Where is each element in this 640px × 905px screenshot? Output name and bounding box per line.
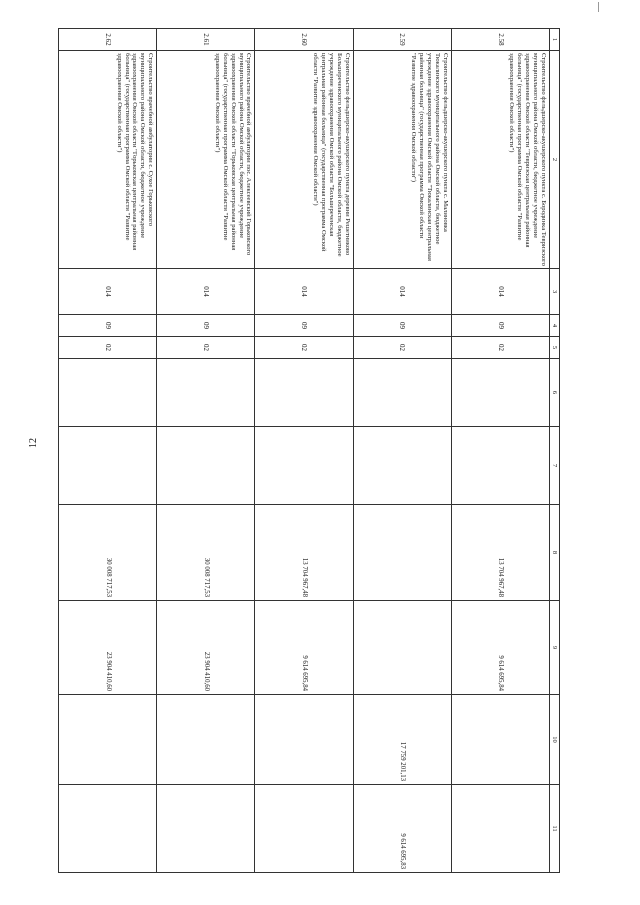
code-cell: 014 — [255, 269, 353, 315]
object-name: Строительство фельдшерско-акушерского пункта деревни Решетниково Большереченского муниципального района Омской области, бюджетное учреждение здравоохранения Омской области "Большереченская центральная районная больница" (государственная программа Омской области "Развитие здравоохранения Омской области") — [255, 51, 353, 269]
code-cell: 014 — [353, 269, 451, 315]
value-cell: 23 904 410,60 — [59, 601, 157, 695]
budget-table — [58, 28, 560, 873]
row-index: 2.58 — [451, 29, 549, 51]
value-cell: 13 704 967,48 — [451, 505, 549, 601]
row-index: 2.59 — [353, 29, 451, 51]
row-index: 2.62 — [59, 29, 157, 51]
col-header: 2 — [550, 51, 560, 269]
col-header: 9 — [550, 601, 560, 695]
page-number: 12 — [28, 438, 39, 448]
value-cell — [451, 785, 549, 873]
value-cell — [255, 785, 353, 873]
value-cell: 9 614 695,83 — [353, 785, 451, 873]
code-cell: 02 — [157, 337, 255, 359]
row-index: 2.60 — [255, 29, 353, 51]
value-cell — [451, 427, 549, 505]
column-number-row — [550, 29, 560, 873]
code-cell: 09 — [59, 315, 157, 337]
value-cell: 23 904 410,60 — [157, 601, 255, 695]
object-name: Строительство врачебной амбулатории пос. Алексеевский Горьковского муниципального района Омской области, бюджетное учреждение здравоохранения Омской области "Горьковская центральная районная больница" (государственная программа Омской области "Развитие здравоохранения Омской области") — [157, 51, 255, 269]
col-header: 7 — [550, 427, 560, 505]
value-cell — [255, 695, 353, 785]
value-cell — [59, 785, 157, 873]
object-name: Строительство фельдшерско-акушерского пункта с. Бородинка Тевризского муниципального района Омской области, бюджетное учреждение здравоохранения Омской области "Тевризская центральная районная больница" (государственная программа Омской области "Развитие здравоохранения Омской области") — [451, 51, 549, 269]
value-cell — [255, 427, 353, 505]
code-cell: 014 — [157, 269, 255, 315]
col-header: 11 — [550, 785, 560, 873]
value-cell — [255, 359, 353, 427]
code-cell: 02 — [59, 337, 157, 359]
value-cell — [59, 359, 157, 427]
col-header: 10 — [550, 695, 560, 785]
code-cell: 014 — [59, 269, 157, 315]
col-header: 1 — [550, 29, 560, 51]
col-header: 8 — [550, 505, 560, 601]
col-header: 3 — [550, 269, 560, 315]
table-row — [157, 29, 255, 873]
table-row — [353, 29, 451, 873]
value-cell — [59, 427, 157, 505]
value-cell — [157, 427, 255, 505]
value-cell — [353, 427, 451, 505]
value-cell — [451, 695, 549, 785]
object-name: Строительство фельдшерско-акушерского пункта с. Малиновка Тюкалинского муниципального района Омской области, бюджетное учреждение здравоохранения Омской области "Тюкалинская центральная районная больница" (государственная программа Омской области "Развитие здравоохранения Омской области") — [353, 51, 451, 269]
value-cell: 30 008 717,53 — [157, 505, 255, 601]
value-cell — [157, 785, 255, 873]
value-cell — [157, 359, 255, 427]
scan-mark — [598, 2, 599, 12]
value-cell — [353, 359, 451, 427]
code-cell: 09 — [157, 315, 255, 337]
value-cell: 9 614 695,84 — [255, 601, 353, 695]
table-row — [451, 29, 549, 873]
code-cell: 014 — [451, 269, 549, 315]
col-header: 4 — [550, 315, 560, 337]
code-cell: 09 — [255, 315, 353, 337]
value-cell — [157, 695, 255, 785]
col-header: 6 — [550, 359, 560, 427]
rotated-table-container — [58, 28, 560, 872]
object-name: Строительство врачебной амбулатории с. Сухое Горьковского муниципального района Омской области, бюджетное учреждение здравоохранения Омской области "Горьковская центральная районная больница" (государственная программа Омской области "Развитие здравоохранения Омской области") — [59, 51, 157, 269]
value-cell — [451, 359, 549, 427]
value-cell — [353, 601, 451, 695]
code-cell: 09 — [353, 315, 451, 337]
code-cell: 09 — [451, 315, 549, 337]
code-cell: 02 — [353, 337, 451, 359]
col-header: 5 — [550, 337, 560, 359]
table-row — [59, 29, 157, 873]
value-cell — [59, 695, 157, 785]
value-cell: 9 614 695,84 — [451, 601, 549, 695]
table-row — [255, 29, 353, 873]
row-index: 2.61 — [157, 29, 255, 51]
value-cell: 17 759 201,13 — [353, 695, 451, 785]
value-cell: 30 008 717,53 — [59, 505, 157, 601]
code-cell: 02 — [255, 337, 353, 359]
value-cell: 13 704 967,48 — [255, 505, 353, 601]
code-cell: 02 — [451, 337, 549, 359]
value-cell — [353, 505, 451, 601]
